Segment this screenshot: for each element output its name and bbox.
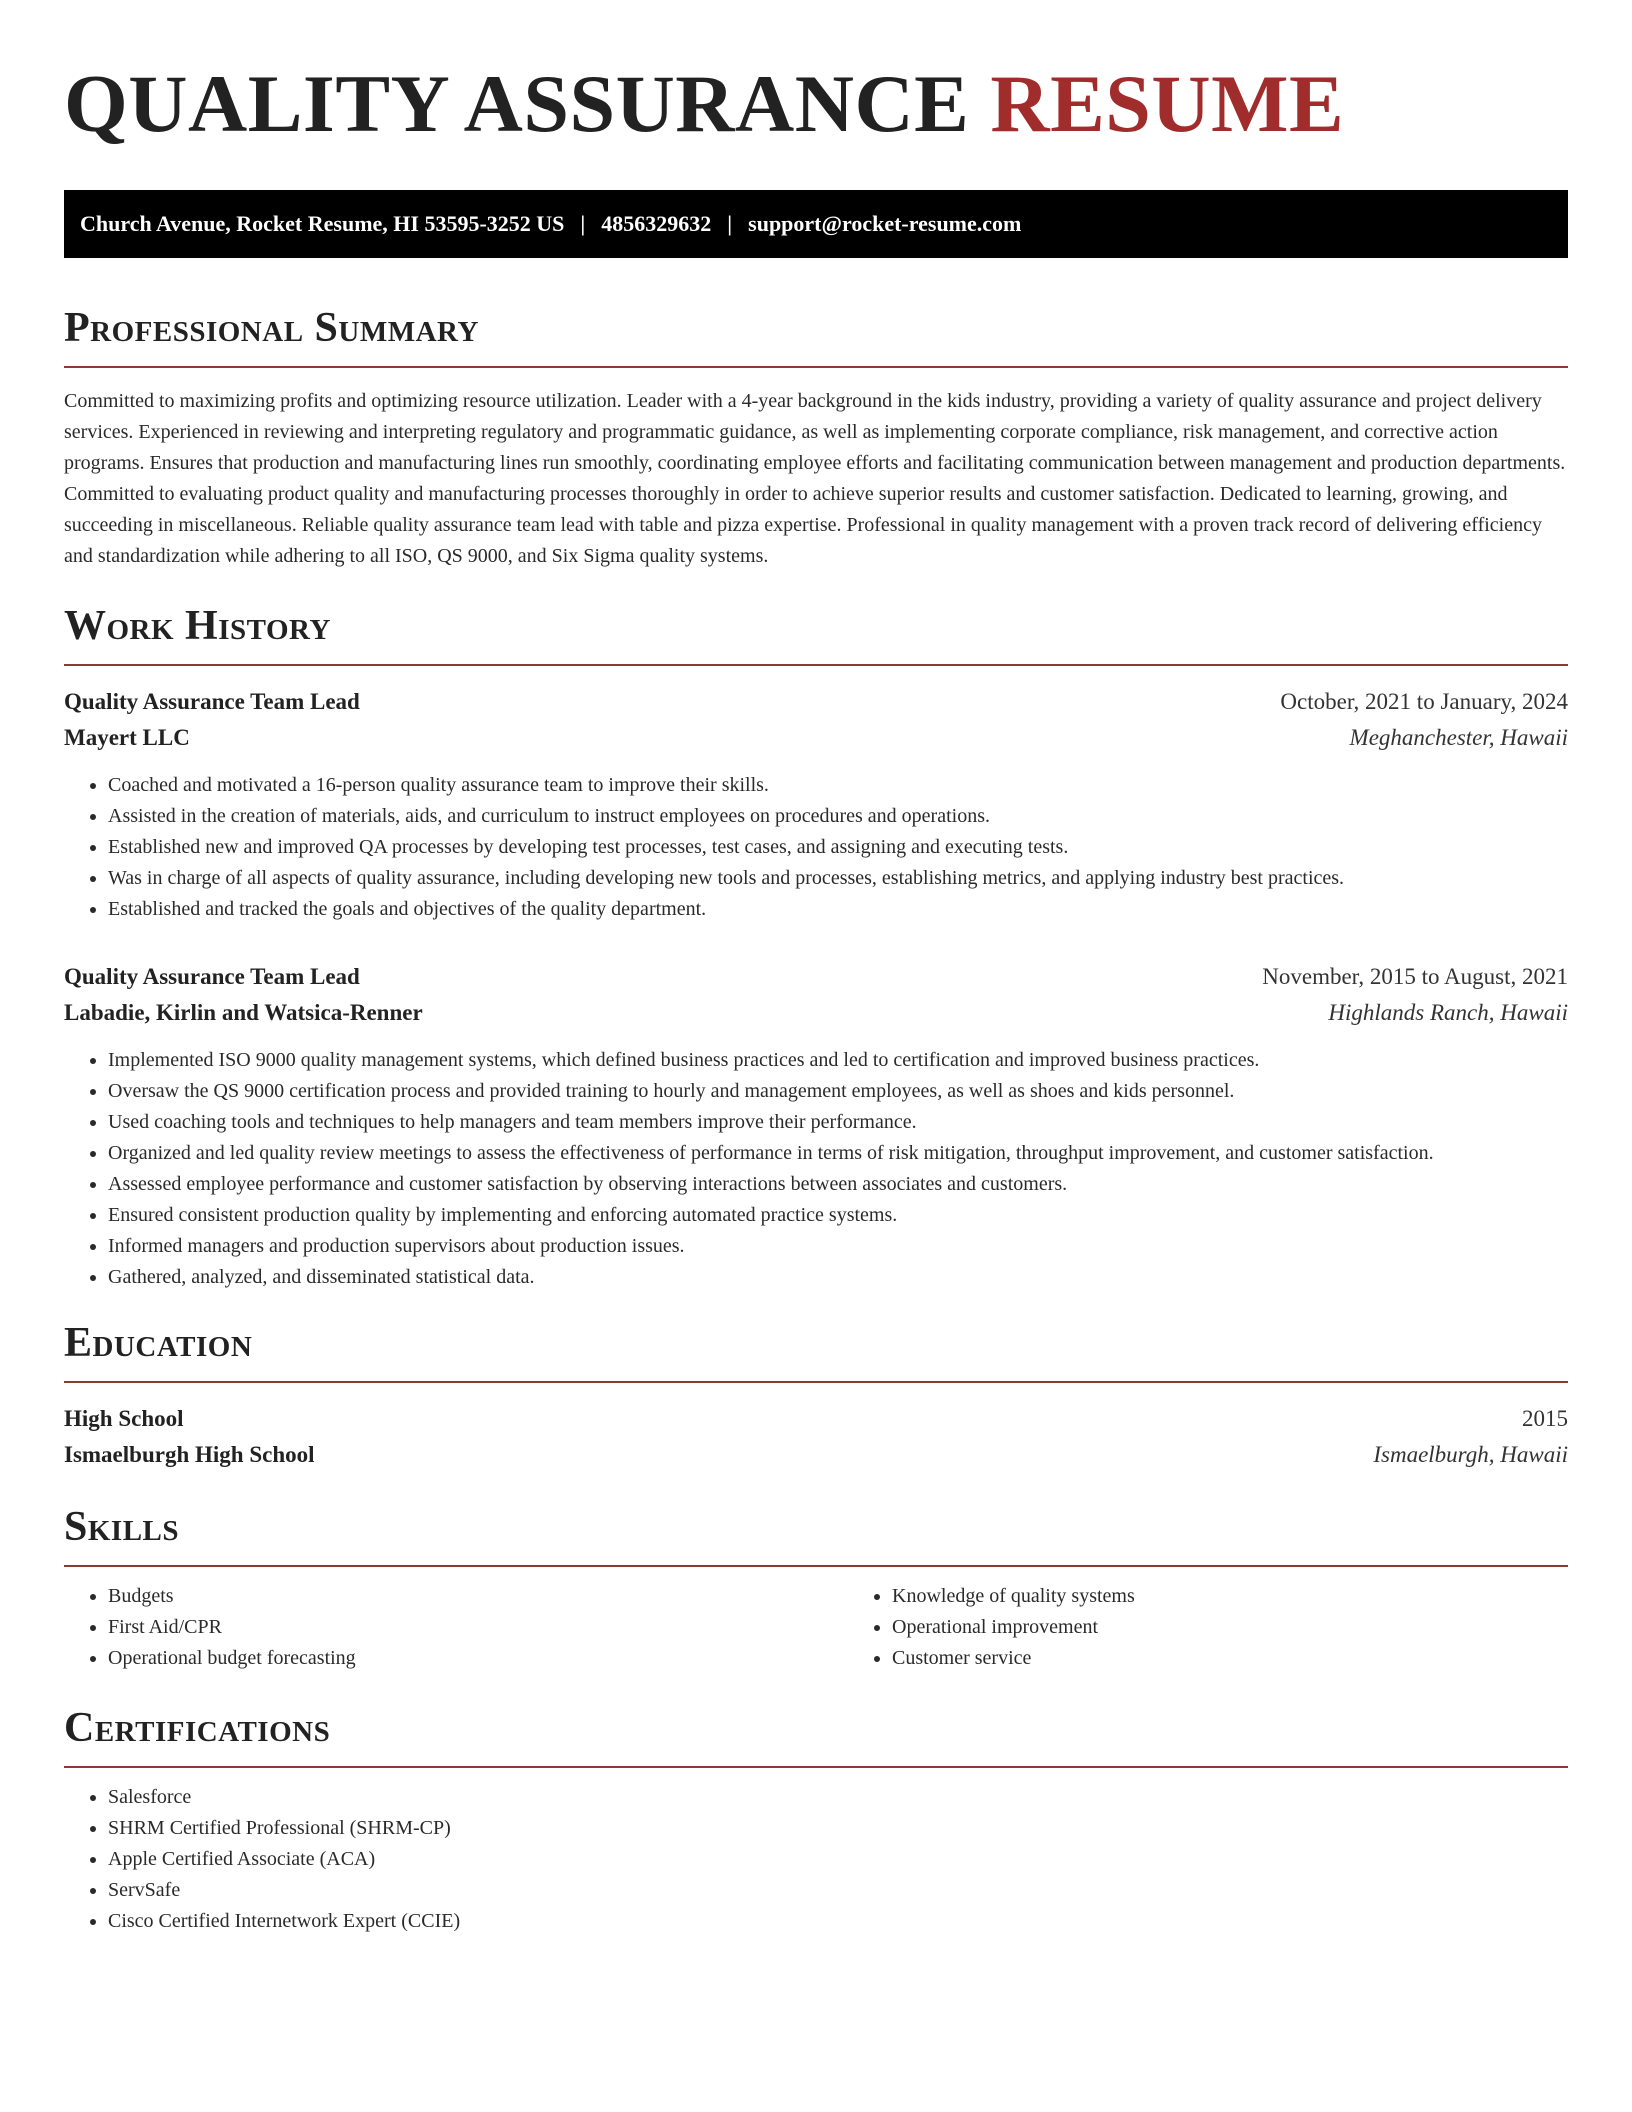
- job-bullet: • Used coaching tools and techniques to help managers and team members improve their performance.: [108, 1107, 1568, 1138]
- education-school-row: [64, 1437, 1568, 1473]
- job-company-row: [64, 995, 1568, 1031]
- skill-item: • Operational budget forecasting: [108, 1643, 848, 1674]
- certification-item: • ServSafe: [108, 1875, 1568, 1906]
- contact-email: support@rocket-resume.com: [748, 211, 1022, 236]
- section-heading-certifications: Certifications: [64, 1705, 331, 1751]
- job-dates: November, 2015 to August, 2021: [1262, 964, 1568, 989]
- skill-item: • Customer service: [892, 1643, 1568, 1674]
- certification-item: • Cisco Certified Internetwork Expert (CCIE): [108, 1906, 1568, 1937]
- section-divider: [64, 664, 1568, 666]
- contact-phone: 4856329632: [601, 211, 712, 236]
- summary-text: Committed to maximizing profits and optimizing resource utilization. Leader with a 4-year background in the kids industry, providing a variety of quality assurance and project delivery services. Experienced in reviewing and interpreting regulatory and programmatic guidance, as well as implementing corporate compliance, risk management, and corrective action programs. Ensures that production and manufacturing lines run smoothly, coordinating employee efforts and facilitating communication between management and production departments. Committed to evaluating product quality and manufacturing processes thoroughly in order to achieve superior results and customer satisfaction. Dedicated to learning, growing, and succeeding in miscellaneous. Reliable quality assurance team lead with table and pizza expertise. Professional in quality management with a proven track record of delivering efficiency and standardization while adhering to all ISO, QS 9000, and Six Sigma quality systems.: [64, 390, 1566, 567]
- certification-item: • SHRM Certified Professional (SHRM-CP): [108, 1813, 1568, 1844]
- job-company: Labadie, Kirlin and Watsica-Renner: [64, 1000, 423, 1025]
- section-divider: [64, 1381, 1568, 1383]
- resume-title: [64, 58, 1568, 150]
- skills-list-left: [64, 1581, 848, 1674]
- skill-item: • First Aid/CPR: [108, 1612, 848, 1643]
- job-company-row: [64, 720, 1568, 756]
- skill-item: • Knowledge of quality systems: [892, 1581, 1568, 1612]
- section-heading-work-history: Work History: [64, 603, 331, 649]
- job-bullet: • Assisted in the creation of materials, aids, and curriculum to instruct employees on procedures and operations.: [108, 801, 1568, 832]
- job-header-row: [64, 684, 1568, 720]
- job-bullet-list: [64, 770, 1568, 925]
- section-heading-skills: Skills: [64, 1504, 180, 1550]
- education-year: 2015: [1522, 1406, 1568, 1431]
- education-school: Ismaelburgh High School: [64, 1442, 315, 1467]
- resume-title-accent: RESUME: [990, 58, 1345, 149]
- education-entry: [64, 1401, 1568, 1473]
- job-bullet: • Informed managers and production supervisors about production issues.: [108, 1231, 1568, 1262]
- certifications-list: [64, 1782, 1568, 1937]
- job-title: Quality Assurance Team Lead: [64, 964, 360, 989]
- section-heading-summary: Professional Summary: [64, 305, 479, 351]
- education-location: Ismaelburgh, Hawaii: [1373, 1442, 1568, 1467]
- job-bullet-list: [64, 1045, 1568, 1293]
- skill-item: • Operational improvement: [892, 1612, 1568, 1643]
- job-bullet: • Implemented ISO 9000 quality management systems, which defined business practices and led to certification and improved business practices.: [108, 1045, 1568, 1076]
- section-divider: [64, 1565, 1568, 1567]
- job-bullet: • Oversaw the QS 9000 certification process and provided training to hourly and management employees, as well as shoes and kids personnel.: [108, 1076, 1568, 1107]
- section-divider: [64, 1766, 1568, 1768]
- job-entry: [64, 684, 1568, 925]
- job-bullet: • Organized and led quality review meetings to assess the effectiveness of performance in terms of risk mitigation, throughput improvement, and customer satisfaction.: [108, 1138, 1568, 1169]
- job-location: Meghanchester, Hawaii: [1349, 725, 1568, 750]
- certification-item: • Salesforce: [108, 1782, 1568, 1813]
- contact-bar: [64, 190, 1568, 258]
- section-heading-education: Education: [64, 1320, 253, 1366]
- skills-columns: [64, 1581, 1568, 1674]
- education-header-row: [64, 1401, 1568, 1437]
- skills-list-right: [848, 1581, 1568, 1674]
- section-divider: [64, 366, 1568, 368]
- contact-address: Church Avenue, Rocket Resume, HI 53595-3252 US: [80, 211, 565, 236]
- job-bullet: • Was in charge of all aspects of quality assurance, including developing new tools and processes, establishing metrics, and applying industry best practices.: [108, 863, 1568, 894]
- resume-title-main: QUALITY ASSURANCE: [64, 58, 970, 149]
- skill-item: • Budgets: [108, 1581, 848, 1612]
- job-location: Highlands Ranch, Hawaii: [1328, 1000, 1568, 1025]
- certification-item: • Apple Certified Associate (ACA): [108, 1844, 1568, 1875]
- job-bullet: • Gathered, analyzed, and disseminated statistical data.: [108, 1262, 1568, 1293]
- job-dates: October, 2021 to January, 2024: [1280, 689, 1568, 714]
- contact-separator: |: [580, 211, 586, 236]
- job-bullet: • Established and tracked the goals and objectives of the quality department.: [108, 894, 1568, 925]
- job-company: Mayert LLC: [64, 725, 190, 750]
- job-title: Quality Assurance Team Lead: [64, 689, 360, 714]
- job-bullet: • Coached and motivated a 16-person quality assurance team to improve their skills.: [108, 770, 1568, 801]
- education-degree: High School: [64, 1406, 184, 1431]
- contact-separator: |: [727, 211, 733, 236]
- job-bullet: • Ensured consistent production quality by implementing and enforcing automated practice systems.: [108, 1200, 1568, 1231]
- job-entry: [64, 959, 1568, 1293]
- job-header-row: [64, 959, 1568, 995]
- job-bullet: • Established new and improved QA processes by developing test processes, test cases, and assigning and executing tests.: [108, 832, 1568, 863]
- job-bullet: • Assessed employee performance and customer satisfaction by observing interactions between associates and customers.: [108, 1169, 1568, 1200]
